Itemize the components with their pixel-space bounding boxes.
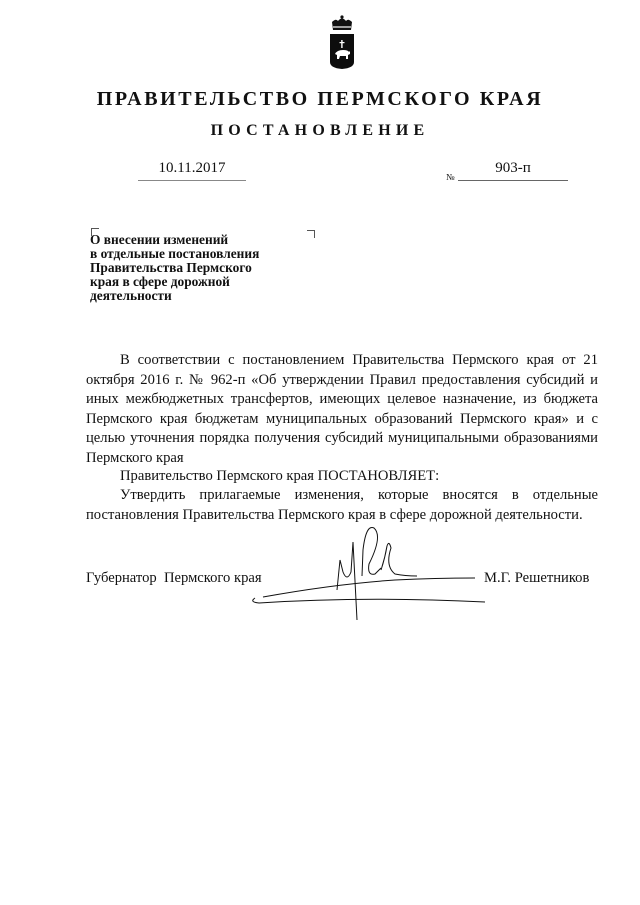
body-paragraph-resolution: Утвердить прилагаемые изменения, которые вносятся в отдельные постановления Правительства Пермского края в сфере дорожной деятельности. [86, 487, 598, 523]
document-date: 10.11.2017 [138, 160, 246, 181]
body-paragraph-decree: Правительство Пермского края ПОСТАНОВЛЯЕТ: [120, 468, 440, 484]
subject-line: края в сфере дорожной [90, 274, 230, 289]
document-number: 903-п [458, 160, 568, 181]
coat-of-arms-icon [328, 14, 356, 70]
subject-line: в отдельные постановления [90, 246, 260, 261]
body-paragraph-preamble: В соответствии с постановлением Правительства Пермского края от 21 октября 2016 г. № 962-п «Об утверждении Правил предоставления субсидий и иных межбюджетных трансфертов, имеющих целевое назначение, из бюджета Пермского края бюджетам муниципальных образований Пермского края» и с целью уточнения порядка получения субсидий муниципальными образованиями Пермского края [86, 352, 598, 466]
subject-line: Правительства Пермского [90, 260, 252, 275]
document-subject [90, 233, 320, 303]
document-type: ПОСТАНОВЛЕНИЕ [210, 122, 430, 139]
signatory-name: М.Г. Решетников [484, 570, 590, 586]
subject-line: деятельности [90, 288, 172, 303]
number-sign: № [446, 172, 455, 182]
signatory-position: Губернатор Пермского края [86, 570, 262, 586]
organization-title: ПРАВИТЕЛЬСТВО ПЕРМСКОГО КРАЯ [96, 88, 544, 110]
handwritten-signature-icon [245, 520, 495, 620]
subject-line: О внесении изменений [90, 232, 229, 247]
